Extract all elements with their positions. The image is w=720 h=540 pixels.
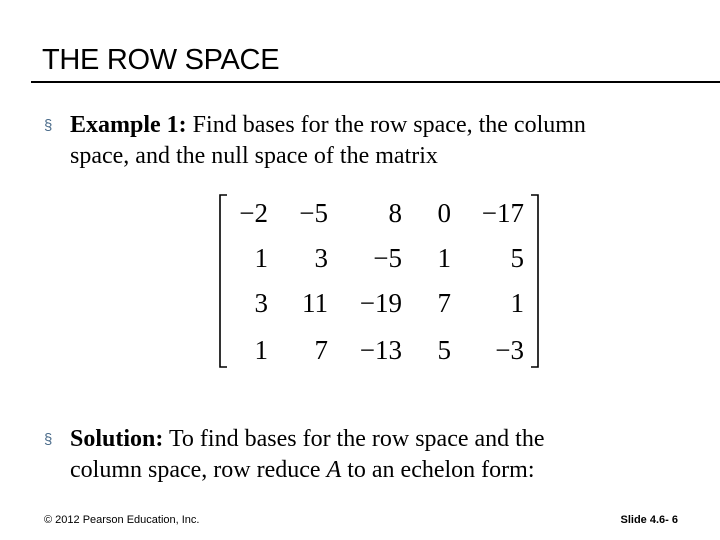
matrix-cell: 5: [510, 243, 524, 273]
matrix-cell: 7: [437, 288, 451, 318]
matrix-cell: −17: [481, 198, 524, 228]
matrix-cell: −5: [299, 198, 328, 228]
matrix-cell: 3: [314, 243, 328, 273]
matrix-cell: 8: [388, 198, 402, 228]
example-label: Example 1:: [70, 112, 187, 138]
matrix-cell: 5: [437, 335, 451, 365]
matrix: [218, 193, 540, 369]
matrix-cell: −13: [359, 335, 402, 365]
slide-title: THE ROW SPACE: [42, 44, 280, 76]
matrix-cell: 1: [254, 243, 268, 273]
matrix-cell: 3: [254, 288, 268, 318]
title-divider: [31, 81, 720, 83]
example-text: [70, 110, 690, 172]
matrix-cell: −19: [359, 288, 402, 318]
matrix-cell: 1: [437, 243, 451, 273]
solution-line1: To find bases for the row space and the: [163, 426, 545, 452]
matrix-cell: 1: [510, 288, 524, 318]
solution-line2-post: to an echelon form:: [341, 457, 535, 483]
matrix-cell: 11: [302, 288, 328, 318]
solution-label: Solution:: [70, 426, 164, 452]
example-line2: space, and the null space of the matrix: [70, 143, 438, 169]
matrix-cell: −2: [239, 198, 268, 228]
solution-line2-pre: column space, row reduce: [70, 457, 327, 483]
matrix-cell: −5: [373, 243, 402, 273]
matrix-cell: 1: [254, 335, 268, 365]
right-bracket: [531, 195, 538, 367]
bullet-icon: §: [44, 431, 53, 448]
bullet-icon: §: [44, 117, 53, 134]
copyright-notice: © 2012 Pearson Education, Inc.: [44, 514, 200, 526]
slide-number: Slide 4.6- 6: [620, 514, 678, 526]
left-bracket: [220, 195, 227, 367]
matrix-cell: 7: [314, 335, 328, 365]
matrix-cell: −3: [495, 335, 524, 365]
matrix-cell: 0: [437, 198, 451, 228]
solution-text: [70, 424, 690, 486]
example-line1: Find bases for the row space, the column: [186, 112, 586, 138]
matrix-variable: A: [326, 457, 342, 483]
